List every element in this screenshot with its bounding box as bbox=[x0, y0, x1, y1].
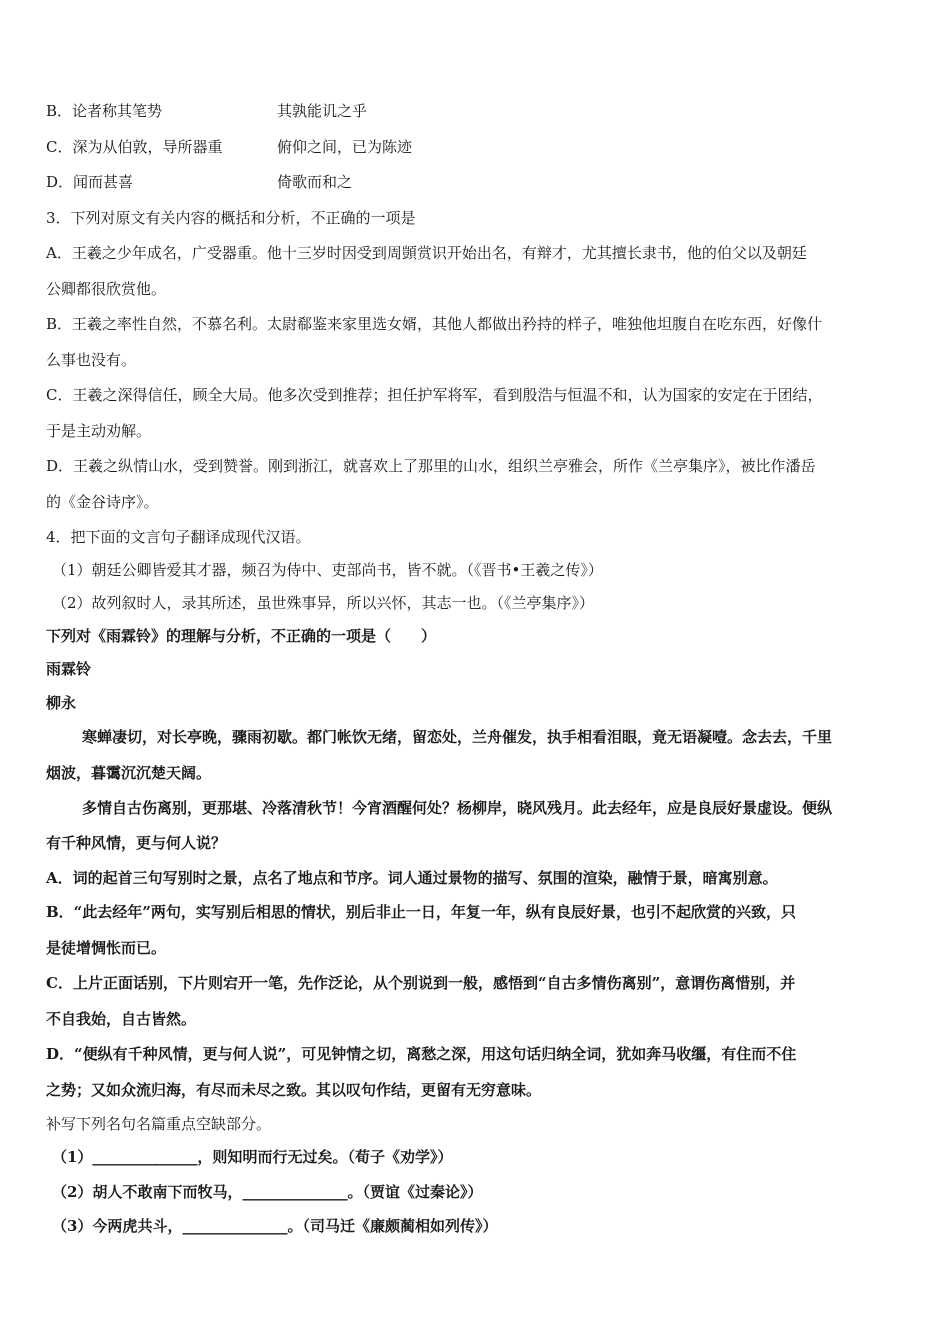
poem-stanza-2-cont: 有千种风情，更与何人说？ bbox=[46, 834, 227, 852]
poem-stanza-2: 多情自古伤离别，更那堪、冷落清秋节！今宵酒醒何处？杨柳岸，晓风残月。此去经年，应是良辰好景虚设。便纵 bbox=[82, 799, 833, 817]
q2-option-b-left: B．论者称其笔势 bbox=[46, 102, 163, 120]
q2-option-d-left: D．闻而甚喜 bbox=[46, 173, 134, 191]
q3-stem: 3．下列对原文有关内容的概括和分析，不正确的一项是 bbox=[46, 209, 416, 227]
q4-stem: 4．把下面的文言句子翻译成现代汉语。 bbox=[46, 528, 311, 546]
poem-option-c-cont: 不自我始，自古皆然。 bbox=[46, 1010, 197, 1028]
poem-option-b: B．“此去经年”两句，实写别后相思的情状，别后非止一日，年复一年，纵有良辰好景，也引不起欣赏的兴致，只 bbox=[46, 903, 796, 921]
q2-option-c-left: C．深为从伯敦，导所器重 bbox=[46, 138, 223, 156]
q2-option-b-right: 其孰能讥之乎 bbox=[277, 102, 368, 120]
poem-option-d: D．“便纵有千种风情，更与何人说”，可见钟情之切，离愁之深，用这句话归纳全词，犹如奔马收缰，有住而不住 bbox=[46, 1045, 797, 1063]
q3-option-c: C．王羲之深得信任，顾全大局。他多次受到推荐；担任护军将军，看到殷浩与恒温不和，认为国家的安定在于团结， bbox=[46, 386, 823, 404]
q3-option-c-cont: 于是主动劝解。 bbox=[46, 422, 152, 440]
poem-option-b-cont: 是徒增惆怅而已。 bbox=[46, 939, 167, 957]
q3-option-b: B．王羲之率性自然，不慕名利。太尉郗鉴来家里选女婿，其他人都做出矜持的样子，唯独他坦腹自在吃东西，好像什 bbox=[46, 315, 823, 333]
poem-option-a: A．词的起首三句写别时之景，点名了地点和节序。词人通过景物的描写、氛围的渲染，融情于景，暗寓别意。 bbox=[46, 869, 778, 887]
poem-option-c: C．上片正面话别，下片则宕开一笔，先作泛论，从个别说到一般，感悟到“自古多情伤离别”，意谓伤离惜别，并 bbox=[46, 974, 796, 992]
q2-option-c-right: 俯仰之间，已为陈迹 bbox=[277, 138, 413, 156]
poem-stanza-1-cont: 烟波，暮霭沉沉楚天阔。 bbox=[46, 764, 212, 782]
q2-option-d-right: 倚歌而和之 bbox=[277, 173, 353, 191]
q4-sentence-1: （1）朝廷公卿皆爱其才器，频召为侍中、吏部尚书，皆不就。（《晋书•王羲之传》） bbox=[52, 561, 603, 579]
poem-title: 雨霖铃 bbox=[46, 660, 92, 678]
fill-stem: 补写下列名句名篇重点空缺部分。 bbox=[46, 1115, 272, 1133]
poem-stanza-1: 寒蝉凄切，对长亭晚，骤雨初歇。都门帐饮无绪，留恋处，兰舟催发，执手相看泪眼，竟无语凝噎。念去去，千里 bbox=[82, 728, 833, 746]
q3-option-d-cont: 的《金谷诗序》。 bbox=[46, 493, 159, 511]
poem-option-d-cont: 之势；又如众流归海，有尽而未尽之致。其以叹句作结，更留有无穷意味。 bbox=[46, 1081, 542, 1099]
q3-option-a-cont: 公卿都很欣赏他。 bbox=[46, 280, 167, 298]
fill-sentence-1: （1）______________，则知明而行无过矣。（荀子《劝学》） bbox=[52, 1148, 453, 1166]
poem-question-stem: 下列对《雨霖铃》的理解与分析，不正确的一项是（ ） bbox=[46, 627, 437, 645]
fill-sentence-3: （3）今两虎共斗，______________。（司马迁《廉颇蔺相如列传》） bbox=[52, 1217, 498, 1235]
q3-option-a: A．王羲之少年成名，广受器重。他十三岁时因受到周顗赏识开始出名，有辩才，尤其擅长隶书，他的伯父以及朝廷 bbox=[46, 244, 807, 262]
q3-option-b-cont: 么事也没有。 bbox=[46, 351, 137, 369]
q3-option-d: D．王羲之纵情山水，受到赞誉。刚到浙江，就喜欢上了那里的山水，组织兰亭雅会，所作《兰亭集序》，被比作潘岳 bbox=[46, 457, 816, 475]
q4-sentence-2: （2）故列叙时人，录其所述，虽世殊事异，所以兴怀，其志一也。（《兰亭集序》） bbox=[52, 594, 595, 612]
fill-sentence-2: （2）胡人不敢南下而牧马，______________。（贾谊《过秦论》） bbox=[52, 1183, 483, 1201]
poem-author: 柳永 bbox=[46, 694, 77, 712]
